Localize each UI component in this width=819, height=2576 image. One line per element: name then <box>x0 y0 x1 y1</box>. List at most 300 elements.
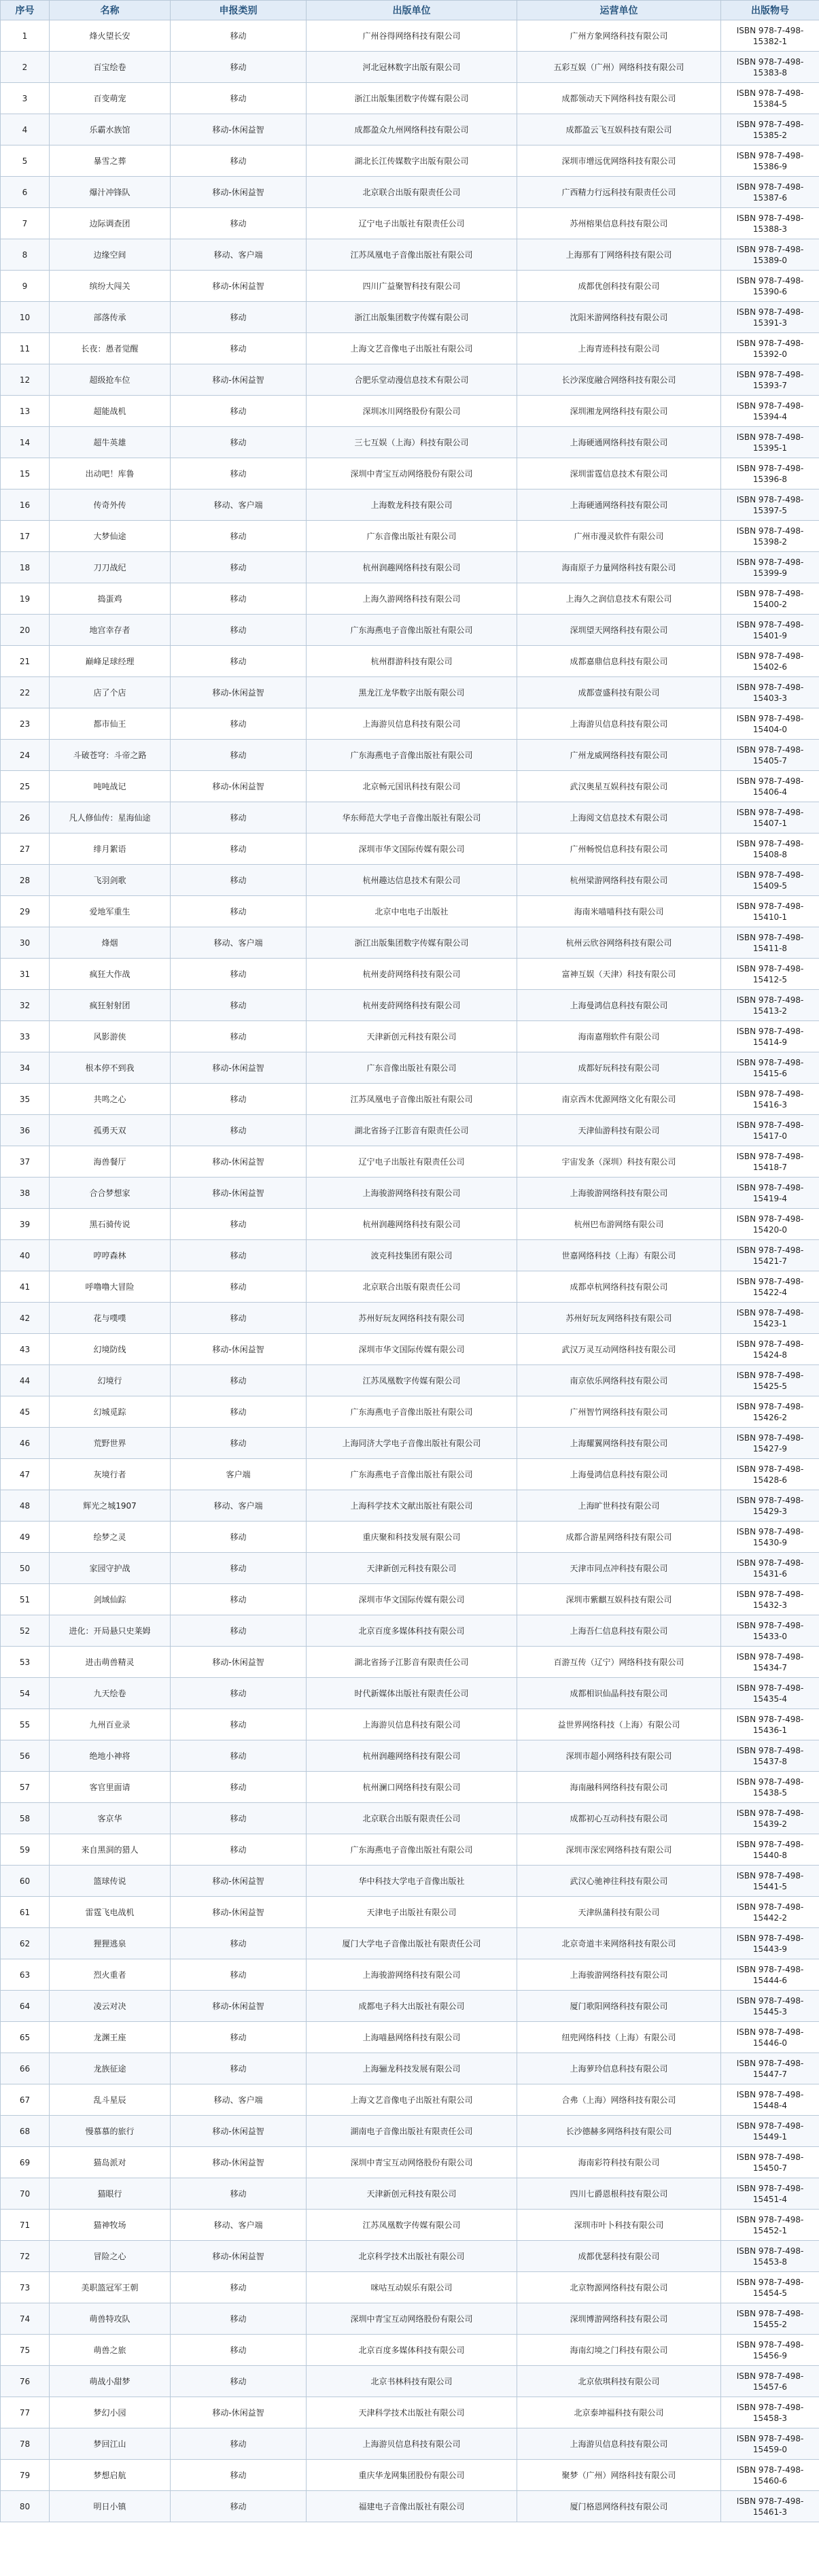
row-number: 64 <box>1 1991 50 2022</box>
category-cell: 移动 <box>171 2491 307 2522</box>
table-row <box>1 1021 819 1052</box>
table-row <box>1 83 819 114</box>
category-cell: 移动、客户端 <box>171 239 307 271</box>
table-row <box>1 771 819 802</box>
isbn-line: ISBN 978-7-498- <box>736 1276 804 1286</box>
publisher-cell: 上海游贝信息科技有限公司 <box>307 2428 517 2460</box>
game-name: 梦想启航 <box>50 2460 171 2491</box>
table-row <box>1 1490 819 1522</box>
game-name: 幻境行 <box>50 1365 171 1396</box>
isbn-line: ISBN 978-7-498- <box>736 2371 804 2381</box>
row-number: 43 <box>1 1334 50 1365</box>
isbn-line: ISBN 978-7-498- <box>736 1057 804 1067</box>
isbn-line: ISBN 978-7-498- <box>736 2308 804 2318</box>
publisher-cell: 辽宁电子出版社有限责任公司 <box>307 208 517 239</box>
operator-cell: 上海吾仁信息科技有限公司 <box>517 1615 721 1647</box>
publisher-cell: 波克科技集团有限公司 <box>307 1240 517 1271</box>
isbn-cell <box>721 521 819 552</box>
row-number: 37 <box>1 1146 50 1178</box>
game-name: 九州百业录 <box>50 1709 171 1740</box>
isbn-line: ISBN 978-7-498- <box>736 682 804 692</box>
category-cell: 移动-休闲益智 <box>171 114 307 145</box>
operator-cell: 海南彩符科技有限公司 <box>517 2147 721 2178</box>
table-row <box>1 1647 819 1678</box>
operator-cell: 益世界网络科技（上海）有限公司 <box>517 1709 721 1740</box>
category-cell: 移动 <box>171 396 307 427</box>
operator-cell: 成都盈云飞互娱科技有限公司 <box>517 114 721 145</box>
table-row <box>1 2147 819 2178</box>
publisher-cell: 上海数龙科技有限公司 <box>307 490 517 521</box>
isbn-cell <box>721 177 819 208</box>
publisher-cell: 天津电子出版社有限公司 <box>307 1897 517 1928</box>
category-cell: 移动-休闲益智 <box>171 1991 307 2022</box>
table-row <box>1 2053 819 2084</box>
isbn-cell <box>721 458 819 490</box>
category-cell: 移动 <box>171 1615 307 1647</box>
row-number: 74 <box>1 2303 50 2335</box>
category-cell: 移动-休闲益智 <box>171 2116 307 2147</box>
operator-cell: 上海旷世科技有限公司 <box>517 1490 721 1522</box>
row-number: 57 <box>1 1772 50 1803</box>
isbn-line: ISBN 978-7-498- <box>736 2465 804 2475</box>
isbn-line: ISBN 978-7-498- <box>736 1526 804 1536</box>
isbn-line: 15409-5 <box>752 880 788 891</box>
isbn-cell <box>721 208 819 239</box>
table-row <box>1 2272 819 2303</box>
operator-cell: 杭州巴布游网络有限公司 <box>517 1209 721 1240</box>
row-number: 55 <box>1 1709 50 1740</box>
table-row <box>1 239 819 271</box>
game-name: 猫岛派对 <box>50 2147 171 2178</box>
row-number: 35 <box>1 1084 50 1115</box>
isbn-line: 15422-4 <box>752 1287 788 1297</box>
isbn-line: ISBN 978-7-498- <box>736 2246 804 2256</box>
table-row <box>1 271 819 302</box>
row-number: 54 <box>1 1678 50 1709</box>
row-number: 56 <box>1 1740 50 1772</box>
isbn-line: 15437-8 <box>752 1756 788 1766</box>
game-name: 海兽餐厅 <box>50 1146 171 1178</box>
table-row <box>1 552 819 583</box>
isbn-cell <box>721 740 819 771</box>
game-name: 吨吨战记 <box>50 771 171 802</box>
isbn-line: 15393-7 <box>752 380 788 390</box>
operator-cell: 沈阳米游网络科技有限公司 <box>517 302 721 333</box>
isbn-line: 15382-1 <box>752 36 788 46</box>
isbn-line: ISBN 978-7-498- <box>736 1558 804 1568</box>
row-number: 71 <box>1 2210 50 2241</box>
operator-cell: 广州市漫灵软件有限公司 <box>517 521 721 552</box>
game-name: 超能战机 <box>50 396 171 427</box>
table-row <box>1 114 819 145</box>
category-cell: 移动-休闲益智 <box>171 364 307 396</box>
publisher-cell: 天津新创元科技有限公司 <box>307 1021 517 1052</box>
game-name: 幻境防线 <box>50 1334 171 1365</box>
publisher-cell: 天津新创元科技有限公司 <box>307 1553 517 1584</box>
isbn-line: 15404-0 <box>752 724 788 734</box>
isbn-line: ISBN 978-7-498- <box>736 463 804 473</box>
row-number: 72 <box>1 2241 50 2272</box>
table-row <box>1 583 819 615</box>
isbn-cell <box>721 1240 819 1271</box>
isbn-cell <box>721 1991 819 2022</box>
operator-cell: 广州智竹网络科技有限公司 <box>517 1396 721 1428</box>
game-name: 超级抢车位 <box>50 364 171 396</box>
game-name: 绯月絮语 <box>50 834 171 865</box>
row-number: 7 <box>1 208 50 239</box>
isbn-cell <box>721 1365 819 1396</box>
isbn-line: 15414-9 <box>752 1037 788 1047</box>
publisher-cell: 北京书林科技有限公司 <box>307 2366 517 2397</box>
row-number: 30 <box>1 927 50 959</box>
isbn-line: ISBN 978-7-498- <box>736 1307 804 1318</box>
table-row <box>1 1928 819 1959</box>
table-row <box>1 1615 819 1647</box>
isbn-line: ISBN 978-7-498- <box>736 2089 804 2099</box>
isbn-line: ISBN 978-7-498- <box>736 807 804 817</box>
operator-cell: 成都壹盛科技有限公司 <box>517 677 721 708</box>
category-cell: 移动 <box>171 2366 307 2397</box>
category-cell: 移动 <box>171 583 307 615</box>
isbn-line: ISBN 978-7-498- <box>736 1964 804 1974</box>
publisher-cell: 广东海燕电子音像出版社有限公司 <box>307 615 517 646</box>
game-name: 根本停不到我 <box>50 1052 171 1084</box>
table-row <box>1 302 819 333</box>
category-cell: 移动 <box>171 333 307 364</box>
isbn-line: ISBN 978-7-498- <box>736 1182 804 1192</box>
game-name: 风影游侠 <box>50 1021 171 1052</box>
category-cell: 移动-休闲益智 <box>171 2147 307 2178</box>
table-row <box>1 1834 819 1866</box>
category-cell: 移动 <box>171 646 307 677</box>
category-cell: 移动 <box>171 865 307 896</box>
table-row <box>1 177 819 208</box>
row-number: 2 <box>1 52 50 83</box>
isbn-line: ISBN 978-7-498- <box>736 119 804 129</box>
publisher-cell: 浙江出版集团数字传媒有限公司 <box>307 302 517 333</box>
isbn-line: 15426-2 <box>752 1412 788 1422</box>
publisher-cell: 上海骊龙科技发展有限公司 <box>307 2053 517 2084</box>
game-name: 疯狂大作战 <box>50 959 171 990</box>
isbn-cell <box>721 1522 819 1553</box>
game-name: 绘梦之灵 <box>50 1522 171 1553</box>
isbn-line: ISBN 978-7-498- <box>736 2214 804 2225</box>
operator-cell: 厦门格恩网络科技有限公司 <box>517 2491 721 2522</box>
isbn-line: 15407-1 <box>752 818 788 828</box>
publisher-cell: 广东音像出版社有限公司 <box>307 1052 517 1084</box>
publisher-cell: 四川广益聚智科技有限公司 <box>307 271 517 302</box>
isbn-cell <box>721 2428 819 2460</box>
publisher-cell: 广州谷得网络科技有限公司 <box>307 20 517 52</box>
isbn-cell <box>721 20 819 52</box>
row-number: 63 <box>1 1959 50 1991</box>
table-row <box>1 333 819 364</box>
table-row <box>1 2428 819 2460</box>
row-number: 61 <box>1 1897 50 1928</box>
isbn-line: 15417-0 <box>752 1131 788 1141</box>
isbn-line: 15413-2 <box>752 1006 788 1016</box>
game-name: 进击萌兽精灵 <box>50 1647 171 1678</box>
table-row <box>1 834 819 865</box>
game-name: 龙族征途 <box>50 2053 171 2084</box>
game-name: 缤纷大闯关 <box>50 271 171 302</box>
game-name: 乱斗星辰 <box>50 2084 171 2116</box>
publisher-cell: 上海喵悬网络科技有限公司 <box>307 2022 517 2053</box>
isbn-line: 15425-5 <box>752 1381 788 1391</box>
row-number: 42 <box>1 1303 50 1334</box>
publisher-cell: 三七互娱（上海）科技有限公司 <box>307 427 517 458</box>
isbn-cell <box>721 865 819 896</box>
table-row <box>1 1428 819 1459</box>
publisher-cell: 江苏凤凰数字传媒有限公司 <box>307 2210 517 2241</box>
isbn-line: ISBN 978-7-498- <box>736 88 804 98</box>
game-name: 出动吧！库鲁 <box>50 458 171 490</box>
row-number: 51 <box>1 1584 50 1615</box>
publisher-cell: 北京百度多媒体科技有限公司 <box>307 2335 517 2366</box>
row-number: 22 <box>1 677 50 708</box>
operator-cell: 世嘉网络科技（上海）有限公司 <box>517 1240 721 1271</box>
publisher-cell: 上海文艺音像电子出版社有限公司 <box>307 333 517 364</box>
isbn-line: 15402-6 <box>752 662 788 672</box>
category-cell: 移动 <box>171 708 307 740</box>
operator-cell: 纽兜网络科技（上海）有限公司 <box>517 2022 721 2053</box>
isbn-line: 15415-6 <box>752 1068 788 1078</box>
publisher-cell: 上海骏游网络科技有限公司 <box>307 1959 517 1991</box>
isbn-line: ISBN 978-7-498- <box>736 1432 804 1443</box>
operator-cell: 广州方象网络科技有限公司 <box>517 20 721 52</box>
isbn-cell <box>721 2178 819 2210</box>
isbn-cell <box>721 1959 819 1991</box>
isbn-line: 15448-4 <box>752 2100 788 2110</box>
game-name: 猫神牧场 <box>50 2210 171 2241</box>
table-row <box>1 1866 819 1897</box>
game-name: 萌兽之旅 <box>50 2335 171 2366</box>
game-name: 边缘空间 <box>50 239 171 271</box>
isbn-line: ISBN 978-7-498- <box>736 557 804 567</box>
operator-cell: 苏州榕果信息科技有限公司 <box>517 208 721 239</box>
operator-cell: 合弗（上海）网络科技有限公司 <box>517 2084 721 2116</box>
isbn-cell <box>721 1303 819 1334</box>
category-cell: 移动 <box>171 615 307 646</box>
game-name: 幻城觅踪 <box>50 1396 171 1428</box>
row-number: 28 <box>1 865 50 896</box>
publisher-cell: 广东海燕电子音像出版社有限公司 <box>307 1396 517 1428</box>
table-row <box>1 364 819 396</box>
isbn-line: ISBN 978-7-498- <box>736 901 804 911</box>
table-row <box>1 740 819 771</box>
game-name: 都市仙王 <box>50 708 171 740</box>
isbn-line: 15458-3 <box>752 2413 788 2423</box>
isbn-line: ISBN 978-7-498- <box>736 1745 804 1755</box>
publisher-cell: 杭州群游科技有限公司 <box>307 646 517 677</box>
isbn-cell <box>721 708 819 740</box>
game-name: 雷霆飞电战机 <box>50 1897 171 1928</box>
isbn-cell <box>721 1021 819 1052</box>
category-cell: 移动 <box>171 1553 307 1584</box>
isbn-cell <box>721 802 819 834</box>
row-number: 17 <box>1 521 50 552</box>
category-cell: 移动 <box>171 1396 307 1428</box>
game-name: 黑石骑传说 <box>50 1209 171 1240</box>
game-name: 飞羽剑歌 <box>50 865 171 896</box>
publisher-cell: 杭州润趣网络科技有限公司 <box>307 552 517 583</box>
category-cell: 移动 <box>171 2428 307 2460</box>
table-row <box>1 646 819 677</box>
row-number: 19 <box>1 583 50 615</box>
operator-cell: 成都好玩科技有限公司 <box>517 1052 721 1084</box>
table-row <box>1 896 819 927</box>
game-name: 烈火重者 <box>50 1959 171 1991</box>
operator-cell: 富神互娱（天津）科技有限公司 <box>517 959 721 990</box>
isbn-line: ISBN 978-7-498- <box>736 2496 804 2506</box>
category-cell: 移动 <box>171 1928 307 1959</box>
isbn-line: ISBN 978-7-498- <box>736 776 804 786</box>
game-name: 荒野世界 <box>50 1428 171 1459</box>
operator-cell: 长沙深度融合网络科技有限公司 <box>517 364 721 396</box>
category-cell: 移动、客户端 <box>171 2084 307 2116</box>
category-cell: 移动 <box>171 1803 307 1834</box>
category-cell: 移动 <box>171 458 307 490</box>
publisher-cell: 成都盈众九州网络科技有限公司 <box>307 114 517 145</box>
row-number: 60 <box>1 1866 50 1897</box>
game-name: 疯狂射射团 <box>50 990 171 1021</box>
publisher-cell: 江苏凤凰电子音像出版社有限公司 <box>307 1084 517 1115</box>
isbn-line: ISBN 978-7-498- <box>736 1870 804 1881</box>
publisher-cell: 上海骏游网络科技有限公司 <box>307 1178 517 1209</box>
game-name: 烽烟 <box>50 927 171 959</box>
isbn-cell <box>721 1897 819 1928</box>
game-name: 凡人修仙传：星海仙途 <box>50 802 171 834</box>
isbn-line: 15394-4 <box>752 411 788 422</box>
isbn-line: 15438-5 <box>752 1787 788 1798</box>
category-cell: 移动 <box>171 959 307 990</box>
isbn-cell <box>721 2022 819 2053</box>
table-row <box>1 1303 819 1334</box>
category-cell: 移动-休闲益智 <box>171 1178 307 1209</box>
isbn-line: 15389-0 <box>752 255 788 265</box>
table-row <box>1 865 819 896</box>
isbn-line: ISBN 978-7-498- <box>736 1620 804 1630</box>
isbn-line: ISBN 978-7-498- <box>736 1464 804 1474</box>
isbn-line: 15446-0 <box>752 2038 788 2048</box>
row-number: 29 <box>1 896 50 927</box>
isbn-line: ISBN 978-7-498- <box>736 2433 804 2443</box>
game-name: 萌兽特攻队 <box>50 2303 171 2335</box>
isbn-line: ISBN 978-7-498- <box>736 1120 804 1130</box>
table-row <box>1 521 819 552</box>
table-row <box>1 2335 819 2366</box>
game-name: 凌云对决 <box>50 1991 171 2022</box>
isbn-line: 15391-3 <box>752 317 788 328</box>
isbn-line: ISBN 978-7-498- <box>736 588 804 598</box>
publisher-cell: 广东海燕电子音像出版社有限公司 <box>307 1459 517 1490</box>
row-number: 21 <box>1 646 50 677</box>
table-row <box>1 1709 819 1740</box>
publisher-cell: 重庆华龙网集团股份有限公司 <box>307 2460 517 2491</box>
isbn-line: ISBN 978-7-498- <box>736 619 804 630</box>
game-name: 梦幻小园 <box>50 2397 171 2428</box>
operator-cell: 广州龙威网络科技有限公司 <box>517 740 721 771</box>
publisher-cell: 重庆聚和科技发展有限公司 <box>307 1522 517 1553</box>
isbn-line: ISBN 978-7-498- <box>736 494 804 504</box>
isbn-line: ISBN 978-7-498- <box>736 25 804 35</box>
isbn-line: 15429-3 <box>752 1506 788 1516</box>
row-number: 79 <box>1 2460 50 2491</box>
table-row <box>1 2397 819 2428</box>
isbn-line: 15440-8 <box>752 1850 788 1860</box>
isbn-line: 15436-1 <box>752 1725 788 1735</box>
publisher-cell: 咪咕互动娱乐有限公司 <box>307 2272 517 2303</box>
isbn-cell <box>721 2084 819 2116</box>
isbn-line: 15424-8 <box>752 1350 788 1360</box>
operator-cell: 武汉奥星互娱科技有限公司 <box>517 771 721 802</box>
game-name: 萌战小甜梦 <box>50 2366 171 2397</box>
game-name: 龙渊王座 <box>50 2022 171 2053</box>
isbn-line: ISBN 978-7-498- <box>736 1714 804 1724</box>
game-name: 地宫幸存者 <box>50 615 171 646</box>
operator-cell: 长沙德赫多网络科技有限公司 <box>517 2116 721 2147</box>
table-row <box>1 1459 819 1490</box>
category-cell: 移动-休闲益智 <box>171 2241 307 2272</box>
category-cell: 移动-休闲益智 <box>171 1897 307 1928</box>
isbn-cell <box>721 1553 819 1584</box>
game-name: 烽火望长安 <box>50 20 171 52</box>
category-cell: 移动 <box>171 2460 307 2491</box>
table-row <box>1 2084 819 2116</box>
isbn-cell <box>721 1115 819 1146</box>
isbn-line: 15385-2 <box>752 130 788 140</box>
row-number: 45 <box>1 1396 50 1428</box>
isbn-line: ISBN 978-7-498- <box>736 1214 804 1224</box>
isbn-cell <box>721 1584 819 1615</box>
row-number: 5 <box>1 145 50 177</box>
publisher-cell: 深圳冰川网络股份有限公司 <box>307 396 517 427</box>
game-name: 绝地小神将 <box>50 1740 171 1772</box>
operator-cell: 上海那有丁网络科技有限公司 <box>517 239 721 271</box>
isbn-line: ISBN 978-7-498- <box>736 244 804 254</box>
isbn-line: 15383-8 <box>752 67 788 78</box>
category-cell: 移动 <box>171 1522 307 1553</box>
row-number: 76 <box>1 2366 50 2397</box>
publisher-cell: 杭州润趣网络科技有限公司 <box>307 1209 517 1240</box>
isbn-cell <box>721 2491 819 2522</box>
game-name: 狸狸逃泉 <box>50 1928 171 1959</box>
category-cell: 客户端 <box>171 1459 307 1490</box>
game-name: 呼噜噜大冒险 <box>50 1271 171 1303</box>
row-number: 14 <box>1 427 50 458</box>
publisher-cell: 黑龙江龙华数字出版有限公司 <box>307 677 517 708</box>
row-number: 70 <box>1 2178 50 2210</box>
isbn-line: ISBN 978-7-498- <box>736 338 804 348</box>
game-name: 爱地军重生 <box>50 896 171 927</box>
isbn-line: ISBN 978-7-498- <box>736 838 804 848</box>
table-header-row <box>1 1 819 20</box>
operator-cell: 南京西木优源网络文化有限公司 <box>517 1084 721 1115</box>
isbn-line: 15392-0 <box>752 349 788 359</box>
isbn-cell <box>721 2397 819 2428</box>
game-name: 明日小镇 <box>50 2491 171 2522</box>
isbn-line: ISBN 978-7-498- <box>736 1589 804 1599</box>
table-row <box>1 1553 819 1584</box>
isbn-line: 15442-2 <box>752 1912 788 1923</box>
game-name: 捣蛋鸡 <box>50 583 171 615</box>
game-name: 边际调查团 <box>50 208 171 239</box>
isbn-cell <box>721 2303 819 2335</box>
operator-cell: 成都初心互动科技有限公司 <box>517 1803 721 1834</box>
operator-cell: 天津市同点冲科技有限公司 <box>517 1553 721 1584</box>
game-name: 长夜：愚者觉醒 <box>50 333 171 364</box>
table-row <box>1 2241 819 2272</box>
